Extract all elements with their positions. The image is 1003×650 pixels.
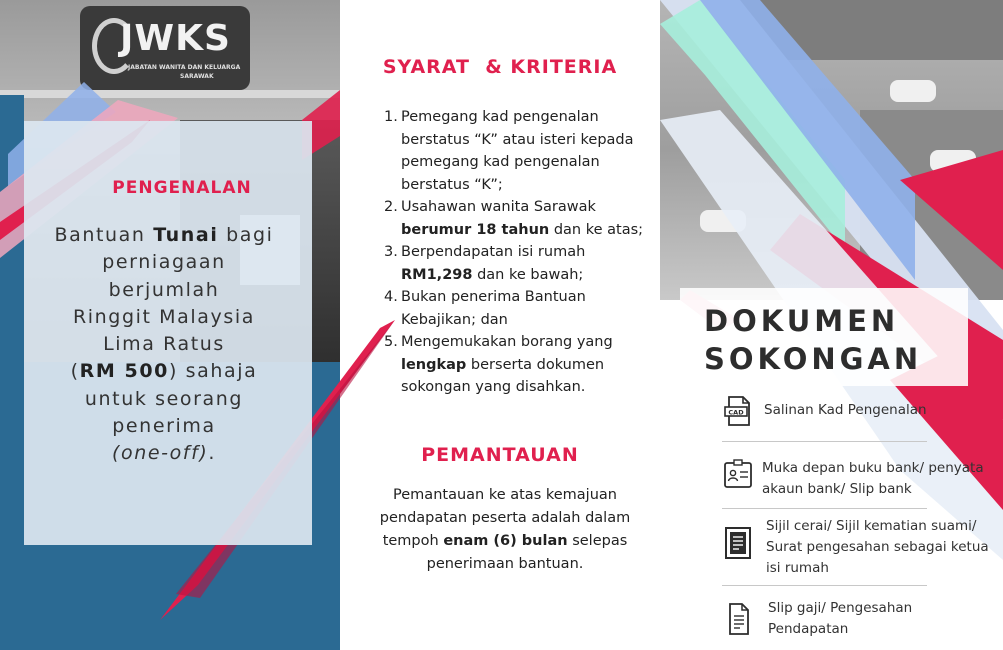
intro-text xyxy=(34,222,294,468)
intro-line-9: (one-off). xyxy=(111,442,217,465)
svg-text:CAD: CAD xyxy=(728,408,744,417)
monitoring-title: PEMANTAUAN xyxy=(421,444,579,466)
payslip-icon xyxy=(722,602,754,636)
criteria-list xyxy=(368,106,668,399)
criteria-item: 1. Pemegang kad pengenalan berstatus “K” atau isteri kepada pemegang kad pengenalan berstatus “K”; xyxy=(384,109,634,193)
document-item-payslip: Slip gaji/ Pengesahan Pendapatan xyxy=(722,598,988,642)
document-item-certificate: Sijil cerai/ Sijil kematian suami/ Surat pengesahan sebagai ketua isi rumah xyxy=(722,516,988,580)
document-divider xyxy=(722,508,927,509)
intro-line-5: Lima Ratus xyxy=(103,333,225,356)
intro-line-8: penerima xyxy=(112,415,216,438)
document-divider xyxy=(722,441,927,442)
intro-line-1: Bantuan Tunai bagi xyxy=(54,224,274,246)
criteria-title: SYARAT & KRITERIA xyxy=(382,56,618,78)
id-card-icon xyxy=(722,394,754,428)
intro-line-2: perniagaan xyxy=(102,251,226,274)
certificate-icon xyxy=(722,526,754,560)
document-item-ic: CAD Salinan Kad Pengenalan xyxy=(722,394,988,430)
intro-title: PENGENALAN xyxy=(112,178,252,198)
intro-line-6: (RM 500) sahaja xyxy=(70,360,258,383)
intro-line-7: untuk seorang xyxy=(84,387,244,410)
document-divider xyxy=(722,585,927,586)
logo-subtitle-1: JABATAN WANITA DAN KELUARGA xyxy=(128,64,241,71)
intro-line-4: Ringgit Malaysia xyxy=(72,305,256,328)
logo-subtitle-2: SARAWAK xyxy=(180,73,214,80)
criteria-item: 2. Usahawan wanita Sarawak berumur 18 tahun dan ke atas; xyxy=(384,199,644,238)
bank-book-icon xyxy=(722,458,754,492)
logo-name: JWKS xyxy=(120,18,231,59)
intro-line-3: berjumlah xyxy=(108,278,220,301)
criteria-item: 3. Berpendapatan isi rumah RM1,298 dan ke bawah; xyxy=(384,244,586,283)
documents-title: DOKUMEN SOKONGAN xyxy=(704,304,923,376)
monitoring-text: Pemantauan ke atas kemajuan pendapatan peserta adalah dalam tempoh enam (6) bulan selepas penerimaan bantuan. xyxy=(379,487,631,572)
criteria-item: 4. Bukan penerima Bantuan Kebajikan; dan xyxy=(384,289,586,328)
document-item-bank: Muka depan buku bank/ penyata akaun bank/ Slip bank xyxy=(722,458,988,502)
criteria-item: 5. Mengemukakan borang yang lengkap berserta dokumen sokongan yang disahkan. xyxy=(384,334,613,395)
